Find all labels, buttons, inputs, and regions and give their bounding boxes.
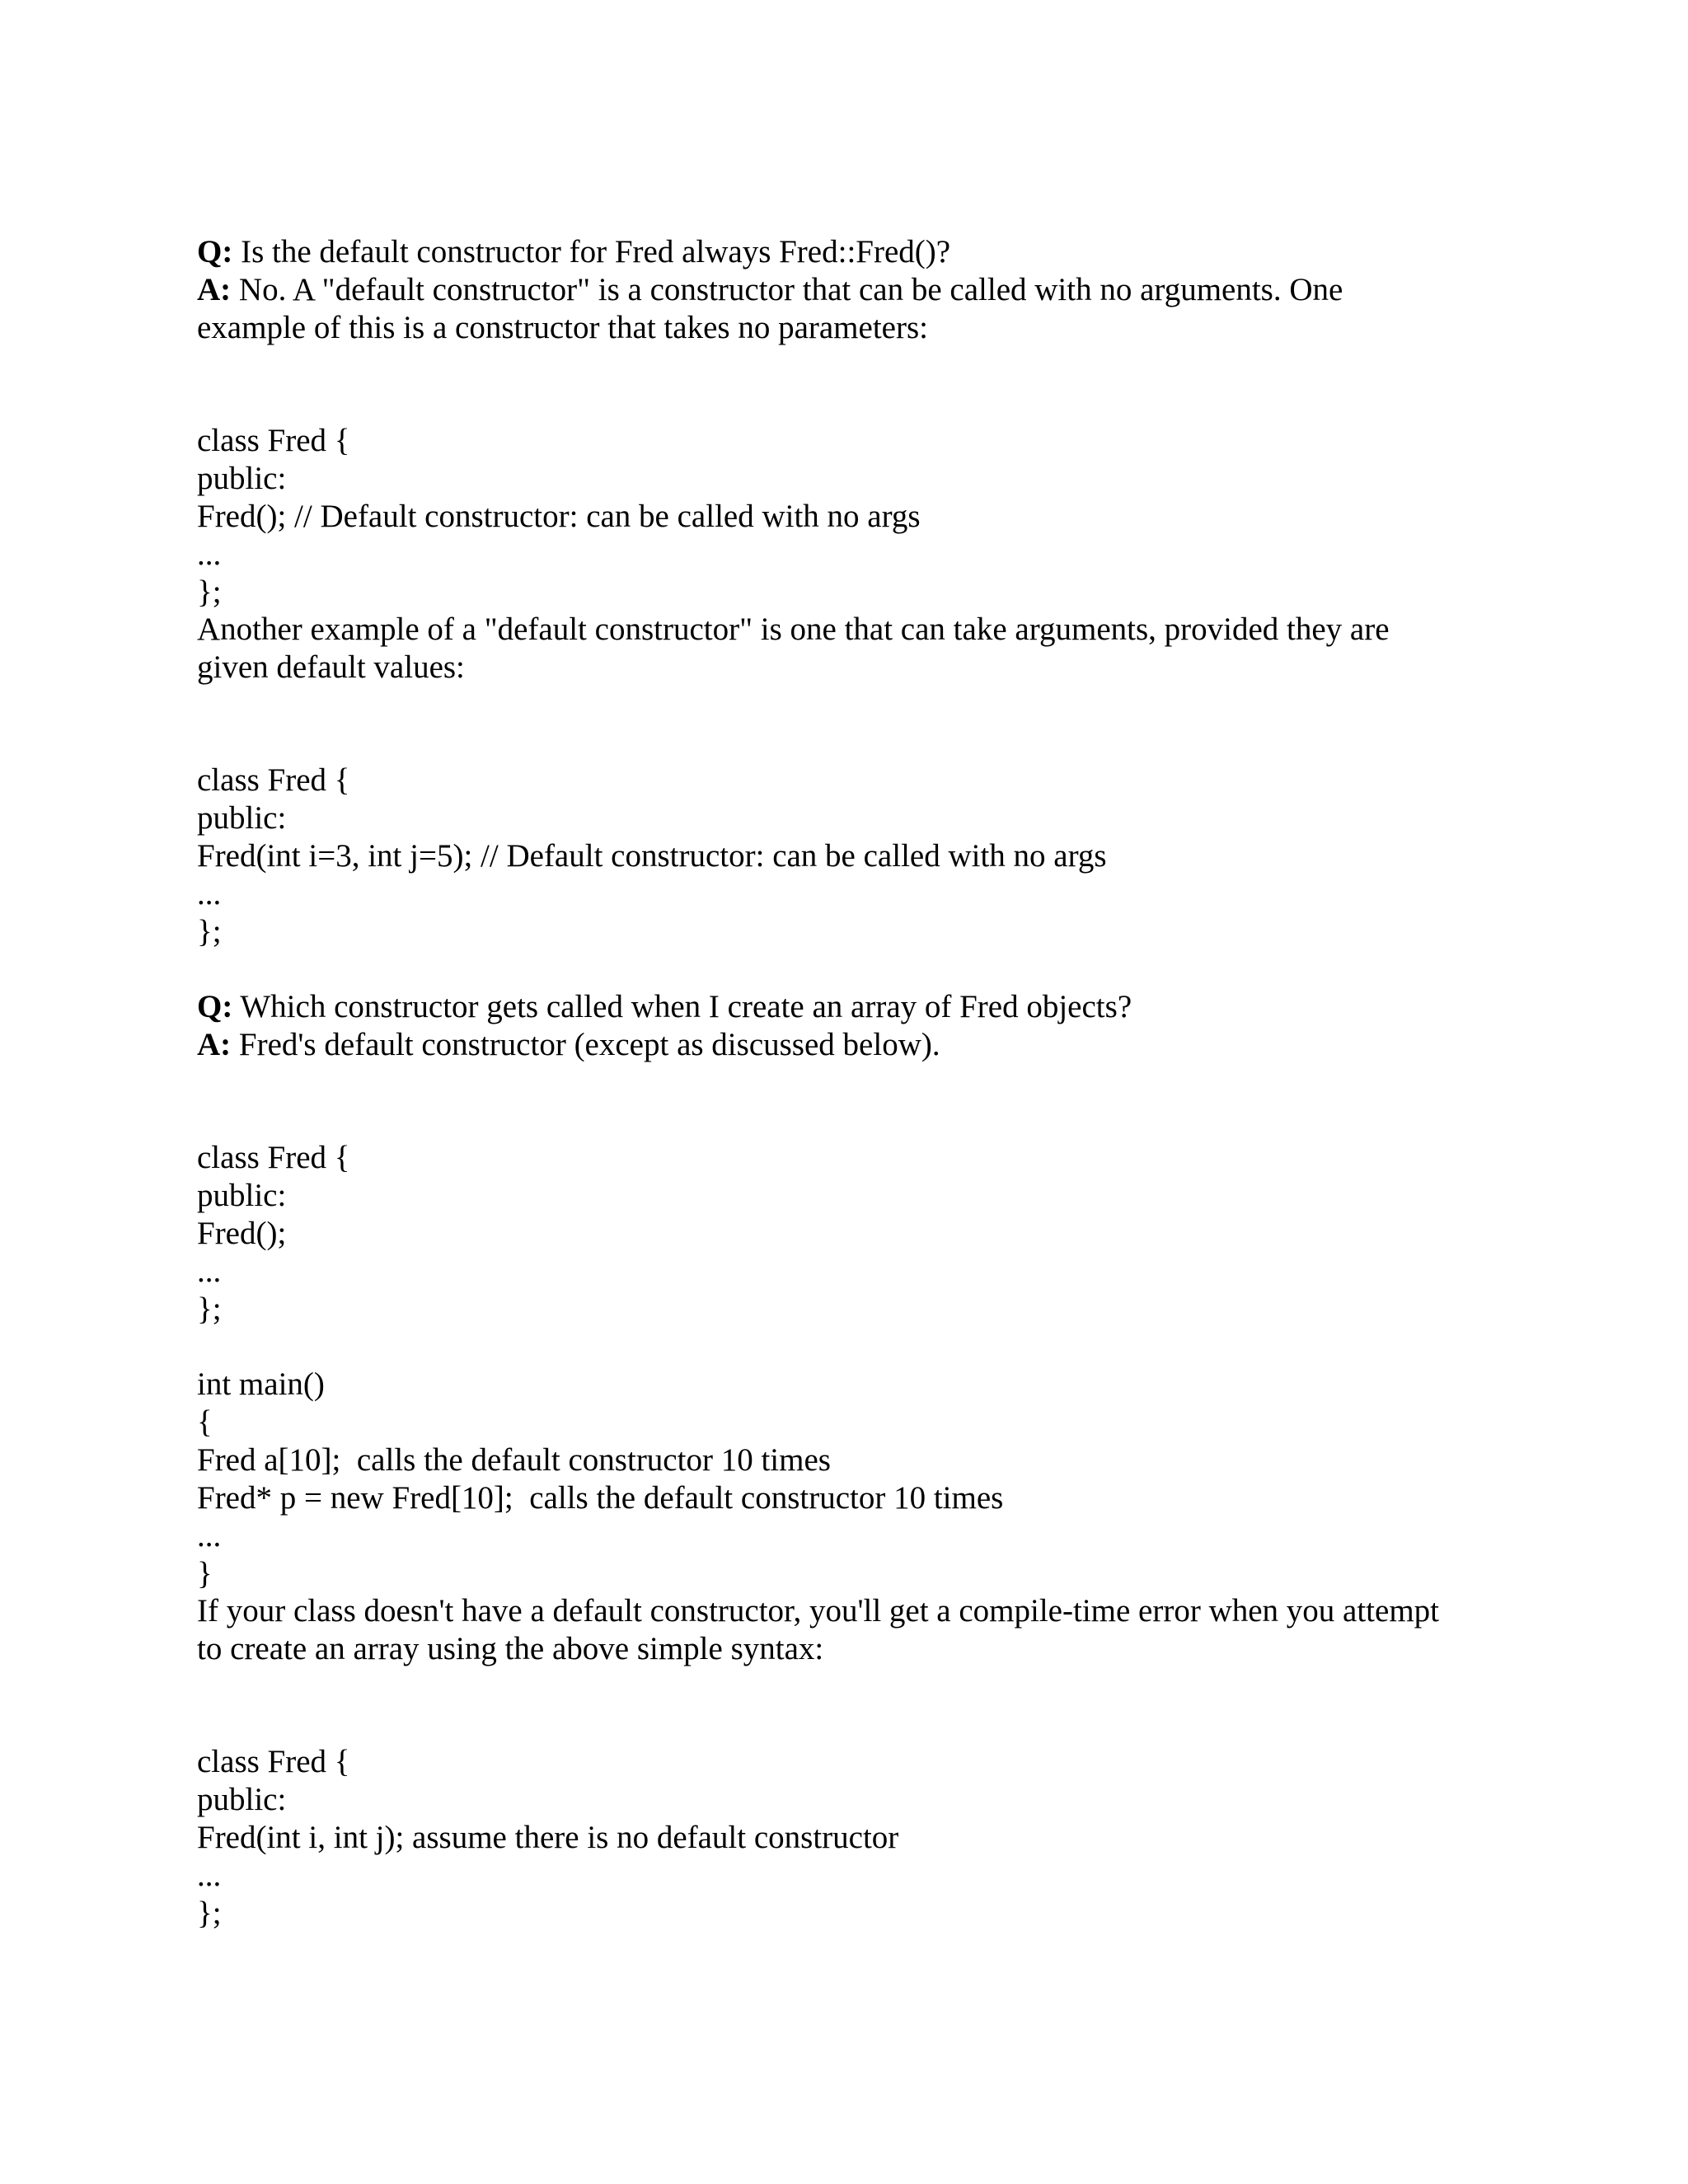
question-text: Which constructor gets called when I create an array of Fred objects?	[240, 989, 1132, 1024]
code-line: Fred(int i=3, int j=5); // Default constructor: can be called with no args	[197, 838, 1107, 874]
code-line: };	[197, 574, 222, 610]
question-2	[197, 988, 1132, 1026]
code-line: Fred(int i, int j); assume there is no default constructor	[197, 1820, 899, 1855]
code-line: class Fred {	[197, 1744, 350, 1779]
answer-label: A:	[197, 1027, 232, 1062]
code-line: };	[197, 914, 222, 949]
code-line: ...	[197, 1518, 222, 1554]
code-line: public:	[197, 800, 287, 836]
code-line: public:	[197, 1782, 287, 1817]
code-line: ...	[197, 876, 222, 912]
answer-text: Fred's default constructor (except as discussed below).	[238, 1027, 940, 1062]
code-line: ...	[197, 537, 222, 572]
answer-1	[197, 271, 1343, 309]
question-label: Q:	[197, 989, 233, 1024]
code-line: Fred a[10]; calls the default constructor 10 times	[197, 1442, 831, 1478]
code-line: Fred();	[197, 1216, 287, 1251]
code-line: class Fred {	[197, 762, 350, 798]
code-line: }	[197, 1556, 213, 1591]
code-line: public:	[197, 461, 287, 496]
question-text: Is the default constructor for Fred always Fred::Fred()?	[241, 234, 951, 269]
paragraph-line: If your class doesn't have a default constructor, you'll get a compile-time error when you attempt	[197, 1593, 1440, 1629]
code-line: Fred(); // Default constructor: can be called with no args	[197, 499, 921, 534]
answer-label: A:	[197, 272, 232, 307]
code-line: int main()	[197, 1366, 325, 1402]
answer-text: No. A "default constructor" is a constructor that can be called with no arguments. One	[238, 272, 1343, 307]
paragraph-line: given default values:	[197, 649, 465, 685]
answer-2	[197, 1026, 940, 1064]
answer-1-continued: example of this is a constructor that takes no parameters:	[197, 310, 928, 345]
code-line: ...	[197, 1858, 222, 1893]
code-line: class Fred {	[197, 423, 350, 458]
code-line: ...	[197, 1254, 222, 1289]
code-line: };	[197, 1291, 222, 1327]
question-label: Q:	[197, 234, 233, 269]
code-line: {	[197, 1404, 213, 1440]
code-line: };	[197, 1896, 222, 1931]
paragraph-line: to create an array using the above simple syntax:	[197, 1631, 824, 1666]
paragraph-line: Another example of a "default constructor" is one that can take arguments, provided they are	[197, 612, 1390, 647]
code-line: class Fred {	[197, 1140, 350, 1175]
code-line: Fred* p = new Fred[10]; calls the default constructor 10 times	[197, 1480, 1004, 1516]
code-line: public:	[197, 1178, 287, 1213]
question-1	[197, 233, 950, 271]
